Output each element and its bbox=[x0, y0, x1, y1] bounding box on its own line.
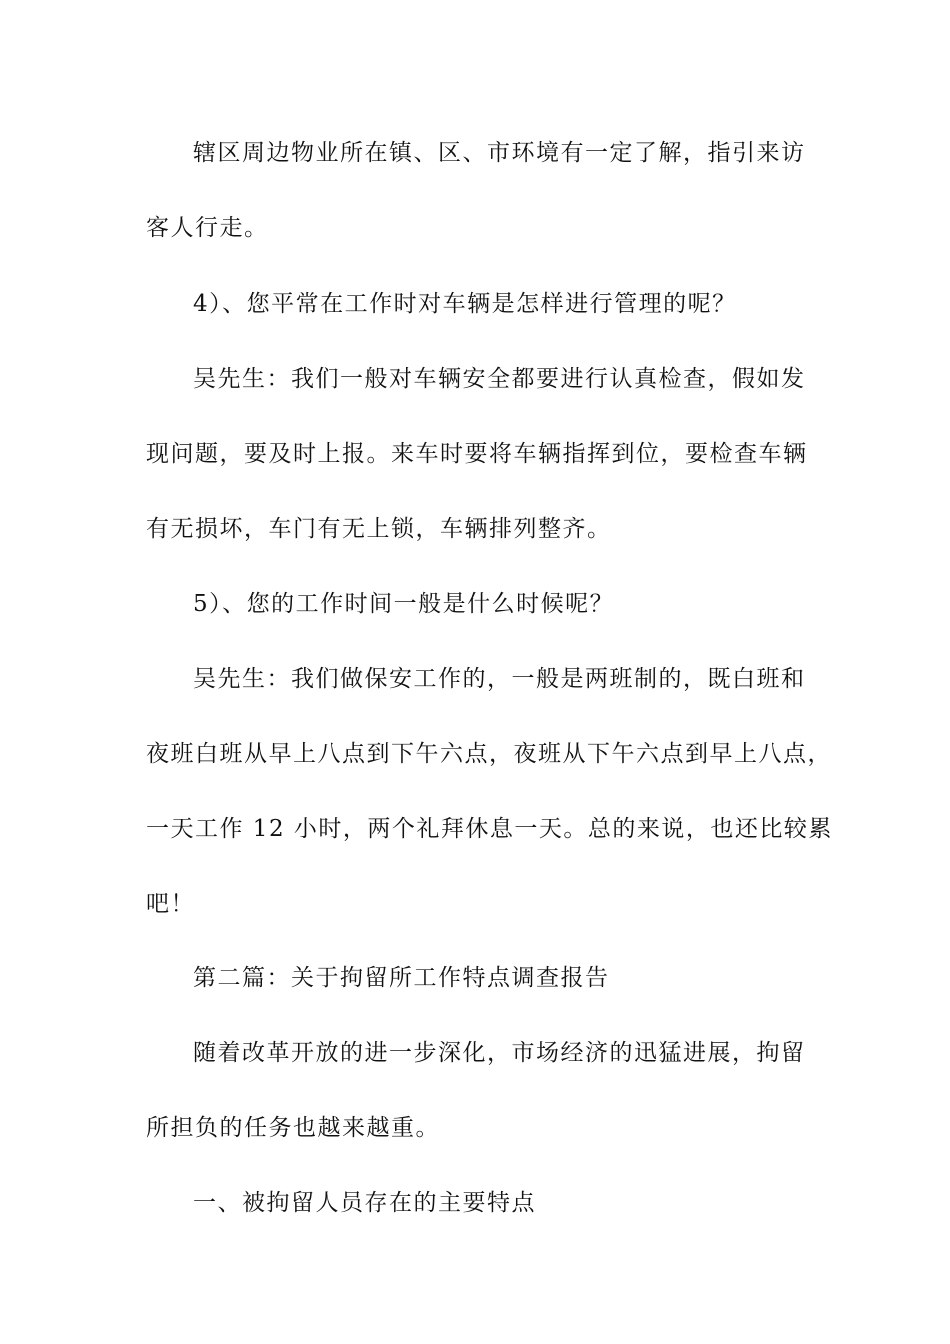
paragraph-line: 辖区周边物业所在镇、区、市环境有一定了解，指引来访 bbox=[193, 140, 806, 166]
question-line: 5）、您的工作时间一般是什么时候呢？ bbox=[193, 591, 615, 617]
subsection-heading: 一、被拘留人员存在的主要特点 bbox=[193, 1190, 536, 1216]
section-title: 第二篇：关于拘留所工作特点调查报告 bbox=[193, 965, 610, 991]
answer-line: 吧！ bbox=[146, 891, 195, 917]
answer-line: 现问题，要及时上报。来车时要将车辆指挥到位，要检查车辆 bbox=[146, 441, 808, 467]
answer-line: 一天工作 12 小时，两个礼拜休息一天。总的来说，也还比较累 bbox=[146, 816, 833, 842]
answer-line: 有无损坏，车门有无上锁，车辆排列整齐。 bbox=[146, 516, 612, 542]
paragraph-line: 随着改革开放的进一步深化，市场经济的迅猛进展，拘留 bbox=[193, 1040, 806, 1066]
answer-line: 吴先生：我们一般对车辆安全都要进行认真检查，假如发 bbox=[193, 366, 806, 392]
answer-line: 吴先生：我们做保安工作的，一般是两班制的，既白班和 bbox=[193, 666, 806, 692]
paragraph-line: 客人行走。 bbox=[146, 215, 269, 241]
paragraph-line: 所担负的任务也越来越重。 bbox=[146, 1115, 440, 1141]
question-line: 4）、您平常在工作时对车辆是怎样进行管理的呢？ bbox=[193, 291, 737, 317]
answer-line: 夜班白班从早上八点到下午六点，夜班从下午六点到早上八点， bbox=[146, 741, 832, 767]
